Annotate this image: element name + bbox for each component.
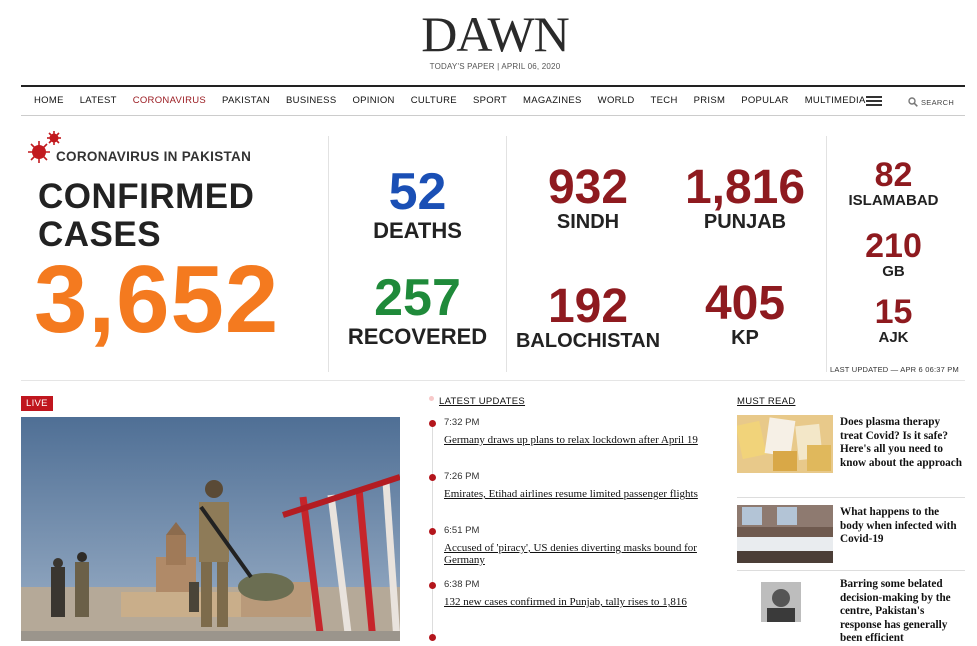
gb-stat — [836, 229, 951, 279]
gb-label: GB — [882, 263, 905, 280]
sindh-stat — [518, 161, 658, 233]
update-time: 7:32 PM — [444, 417, 480, 428]
timeline-dot — [429, 474, 436, 481]
live-badge[interactable]: LIVE — [21, 396, 53, 411]
sindh-label: SINDH — [556, 211, 620, 233]
nav-pakistan[interactable]: PAKISTAN — [222, 95, 271, 106]
islamabad-value: 82 — [874, 156, 913, 194]
nav-tech[interactable]: TECH — [650, 95, 678, 106]
kp-stat — [670, 277, 820, 349]
kp-value: 405 — [704, 277, 786, 330]
punjab-label: PUNJAB — [703, 211, 787, 233]
islamabad-label: ISLAMABAD — [848, 192, 939, 209]
update-time: 7:26 PM — [444, 471, 480, 482]
update-headline[interactable]: 132 new cases confirmed in Punjab, tally rises to 1,816 — [444, 596, 687, 608]
nav-popular[interactable]: POPULAR — [741, 95, 789, 106]
nav-prism[interactable]: PRISM — [693, 95, 726, 106]
recovered-value: 257 — [374, 269, 461, 327]
coronavirus-in-pakistan-title: CORONAVIRUS IN PAKISTAN — [56, 149, 252, 164]
stats-divider-2 — [506, 136, 507, 372]
update-time: 6:38 PM — [444, 579, 480, 590]
must-read-headline[interactable]: Barring some belated decision-making by the centre, Pakistan's response has generally been efficient — [840, 578, 951, 645]
deaths-stat — [340, 163, 495, 243]
nav-world[interactable]: WORLD — [597, 95, 635, 106]
nav-culture[interactable]: CULTURE — [410, 95, 457, 106]
search-label: SEARCH — [921, 97, 955, 107]
nav-sport[interactable]: SPORT — [472, 95, 508, 106]
nav-opinion[interactable]: OPINION — [352, 95, 395, 106]
timeline-dot — [429, 582, 436, 589]
nav-coronavirus[interactable]: CORONAVIRUS — [132, 95, 207, 106]
balochistan-label: BALOCHISTAN — [515, 330, 661, 352]
stats-divider-3 — [826, 136, 827, 372]
must-read-thumb-plasma-bags[interactable] — [737, 415, 833, 473]
update-time: 6:51 PM — [444, 525, 480, 536]
latest-updates-dot — [429, 396, 434, 401]
nav-bottom-rule — [21, 115, 965, 116]
search-button[interactable] — [908, 97, 954, 107]
last-updated-text: LAST UPDATED — APR 6 06:37 PM — [830, 365, 959, 374]
must-read-thumb-hospital-beds[interactable] — [737, 505, 833, 563]
ajk-value: 15 — [874, 293, 913, 331]
deaths-value: 52 — [388, 163, 447, 221]
timeline-dot — [429, 528, 436, 535]
timeline-dot — [429, 634, 436, 641]
confirmed-label-line-2: CASES — [38, 215, 162, 254]
hamburger-menu-icon[interactable] — [866, 96, 882, 106]
nav-business[interactable]: BUSINESS — [286, 95, 337, 106]
recovered-label: RECOVERED — [347, 324, 488, 349]
recovered-stat — [330, 269, 505, 349]
todays-paper-dateline[interactable]: TODAY'S PAPER | APRIL 06, 2020 — [429, 62, 561, 71]
nav-multimedia[interactable]: MULTIMEDIA — [804, 95, 866, 106]
must-read-headline[interactable]: Does plasma therapy treat Covid? Is it safe? Here's all you need to know about the approach — [840, 416, 962, 469]
update-headline[interactable]: Emirates, Etihad airlines resume limited passenger flights — [444, 488, 698, 500]
punjab-value: 1,816 — [684, 161, 806, 214]
must-read-headline[interactable]: What happens to the body when infected with Covid-19 — [840, 506, 957, 546]
confirmed-cases-value: 3,652 — [34, 246, 280, 353]
latest-updates-heading[interactable]: LATEST UPDATES — [439, 396, 526, 407]
hero-image-soldiers-checkpoint[interactable] — [21, 417, 400, 641]
confirmed-cases-label — [38, 178, 254, 254]
main-nav — [34, 95, 882, 107]
update-headline[interactable]: Germany draws up plans to relax lockdown after April 19 — [444, 434, 698, 446]
deaths-label: DEATHS — [373, 218, 462, 243]
timeline-dot — [429, 420, 436, 427]
gb-value: 210 — [865, 227, 922, 265]
ajk-stat — [836, 295, 951, 345]
search-icon — [908, 97, 918, 107]
balochistan-stat — [512, 280, 664, 352]
kp-label: KP — [731, 327, 759, 349]
dawn-logo[interactable]: DAWN — [421, 6, 569, 62]
nav-top-rule — [21, 85, 965, 87]
punjab-stat — [670, 161, 820, 233]
balochistan-value: 192 — [547, 280, 629, 333]
section-divider — [21, 380, 965, 381]
must-read-divider — [737, 570, 965, 571]
must-read-divider — [737, 497, 965, 498]
must-read-thumb-portrait[interactable] — [737, 578, 833, 626]
sindh-value: 932 — [547, 161, 629, 214]
nav-home[interactable]: HOME — [34, 95, 64, 106]
islamabad-stat — [836, 158, 951, 208]
nav-latest[interactable]: LATEST — [79, 95, 117, 106]
update-headline[interactable]: Accused of 'piracy', US denies diverting masks bound for Germany — [444, 542, 697, 566]
ajk-label: AJK — [878, 329, 909, 346]
stats-divider-1 — [328, 136, 329, 372]
must-read-heading[interactable]: MUST READ — [737, 396, 796, 407]
confirmed-label-line-1: CONFIRMED — [38, 177, 255, 216]
nav-magazines[interactable]: MAGAZINES — [523, 95, 582, 106]
